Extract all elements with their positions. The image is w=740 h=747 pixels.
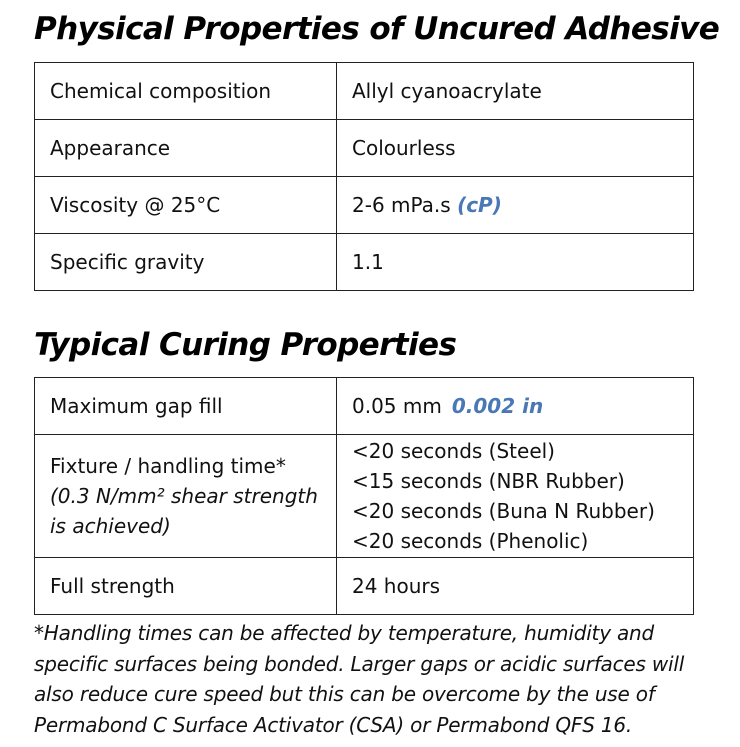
table-row <box>35 120 694 177</box>
footnote-line: *Handling times can be affected by temperature, humidity and <box>34 621 655 645</box>
property-value: <20 seconds (Buna N Rubber) <box>352 499 655 523</box>
property-value: <20 seconds (Steel) <box>352 439 555 463</box>
alternate-unit: (cP) <box>457 193 502 217</box>
property-note: (0.3 N/mm² shear strength <box>50 484 318 508</box>
property-label: Viscosity @ 25°C <box>35 177 337 234</box>
property-value: Allyl cyanoacrylate <box>337 63 694 120</box>
property-value: 1.1 <box>337 234 694 291</box>
property-value: 0.05 mm <box>352 394 442 418</box>
table-row <box>35 558 694 615</box>
property-note: is achieved) <box>50 514 171 538</box>
property-label: Chemical composition <box>35 63 337 120</box>
property-label: Specific gravity <box>35 234 337 291</box>
property-label-cell <box>35 435 337 558</box>
table-row <box>35 378 694 435</box>
property-value: <20 seconds (Phenolic) <box>352 529 589 553</box>
property-label: Fixture / handling time* <box>50 454 286 478</box>
property-label: Full strength <box>35 558 337 615</box>
property-value-cell <box>337 435 694 558</box>
footnote-line: also reduce cure speed but this can be overcome by the use of <box>34 682 655 706</box>
footnote-line: Permabond C Surface Activator (CSA) or Permabond QFS 16. <box>34 712 633 737</box>
table-row <box>35 234 694 291</box>
physical-properties-heading: Physical Properties of Uncured Adhesive <box>34 11 720 47</box>
property-value-cell <box>337 177 694 234</box>
footnote-line: specific surfaces being bonded. Larger gaps or acidic surfaces will <box>34 651 685 676</box>
property-value: 24 hours <box>337 558 694 615</box>
alternate-unit: 0.002 in <box>451 394 544 418</box>
property-value: <15 seconds (NBR Rubber) <box>352 469 625 493</box>
table-row <box>35 63 694 120</box>
curing-properties-table <box>34 377 694 615</box>
property-label: Maximum gap fill <box>35 378 337 435</box>
property-value-cell <box>337 378 694 435</box>
property-label: Appearance <box>35 120 337 177</box>
curing-properties-heading: Typical Curing Properties <box>34 327 457 363</box>
property-value: Colourless <box>337 120 694 177</box>
property-value: 2-6 mPa.s <box>352 193 451 217</box>
table-row <box>35 435 694 558</box>
table-row <box>35 177 694 234</box>
physical-properties-table <box>34 62 694 291</box>
footnote <box>34 618 724 740</box>
